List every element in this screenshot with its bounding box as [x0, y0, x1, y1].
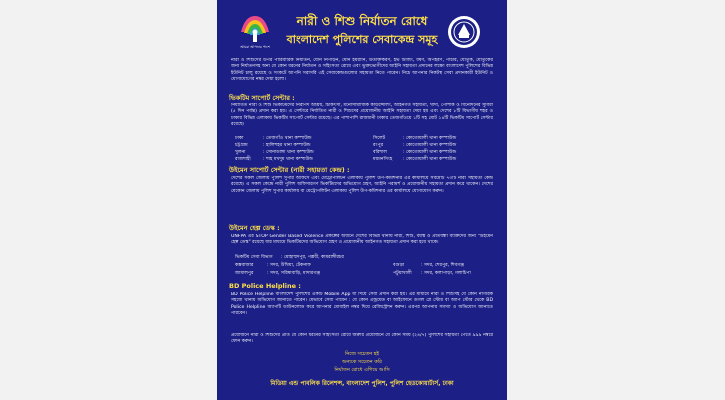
footer-organization: মিডিয়া এন্ড পাবলিক রিলেশন্স, বাংলাদেশ পুলিশ, পুলিশ হেডকোয়ার্টার্স, ঢাকা [270, 380, 454, 387]
section-help-desk-body: UNFPA এর STOP Gender Based Violence প্রকল্পের অধীনে দেশের বিভিন্ন থানায় নারী, শিশু, বয়স্ক ও প্রতিবন্ধী ব্যক্তিদের জন্য "উইমেন হেল্প ডেস্ক" রয়েছে যার মাধ্যমে ভিকটিমদের অভিযোগ গ্রহণ ও প্রয়োজনীয় আইনগত সহায়তা প্রদান করা হয়ে থাকে। [231, 234, 493, 246]
section-women-support-title: উইমেন সাপোর্ট সেন্টার (নারী সহায়তা কেন্দ্র) : [229, 166, 350, 174]
helpdesk-stations: : সদর, কলাপাড়া, গলাচিপা [421, 271, 471, 276]
center-row [235, 157, 313, 163]
helpdesk-stations: : সদর, উখিয়া, টেকনাফ [267, 263, 311, 268]
poster [217, 0, 507, 400]
helpdesk-row [235, 263, 311, 269]
center-location: : শাহ মখদুম থানা কম্পাউন্ড [263, 157, 313, 162]
intro-paragraph: নারী ও শিশুদের উপর পারিবারিক নির্যাতন, যৌন নিপীড়ন, যৌন হয়রানি, উত্যক্তকরণ, ইভ টিজিং, ধর্ষণ, অপহরণ, পাচার, যৌতুক, যৌতুকের জন্য নির্যাতনসহ অন্য যে কোন ধরনের নির্যাতন ও সহিংসতা রোধে এবং ভুক্তভোগীদের আইনি সহায়তা প্রদানের লক্ষ্যে বাংলাদেশ পুলিশের বিভিন্ন ইউনিট চালু রয়েছে ও সংকটে আপনি সরাসরি এই সেবাকেন্দ্রগুলোর সহায়তা নিতে পারেন। নিচে আপনার নিকটস্থ সেবা প্রদানকারী ইউনিট ও যোগাযোগের নম্বর দেয়া হলো। [231, 58, 493, 83]
section-police-helpline-title: BD Police Helpline : [229, 282, 301, 290]
center-row [235, 136, 312, 142]
campaign-logo [235, 12, 275, 54]
center-row [373, 143, 457, 149]
center-city: ঢাকা [235, 136, 244, 141]
helpdesk-district: কক্সবাজার [235, 263, 254, 268]
center-city: বরিশাল [373, 150, 387, 155]
center-city: চট্টগ্রাম [235, 143, 248, 148]
center-city: সিলেট [373, 136, 386, 141]
slogan-line: নির্যাতন রোধে এগিয়ে আসি [334, 367, 390, 373]
helpdesk-district: ভিকটিম সেবা বিভাগ [235, 255, 273, 260]
helpdesk-row [235, 255, 344, 261]
center-city: রাজশাহী [235, 157, 251, 162]
logo-caption: আমরা আপনার পাশে [240, 45, 270, 49]
section-women-support-body: দেশের সকল জেলায় পুলিশ সুপার অফিসে এবং মেট্রোপলিটন এলাকায় পুলিশ উপ-কমিশনার এর কার্যালয়ে সর্বমোট ৭৩টি নারী সহায়তা কেন্দ্র রয়েছে। এ সকল কেন্দ্রে নারী পুলিশ অফিসারগণ ভিকটিমদের অভিযোগ গ্রহণ, আইনি পরামর্শ ও প্রয়োজনীয় সহায়তা প্রদান করে থাকেন। দেশের যেকোন জেলায় পুলিশ সুপার কার্যালয় বা মেট্রোপলিটন এলাকায় পুলিশ উপ-কমিশনার এর কার্যালয়ে যোগাযোগ করুন। [231, 176, 493, 194]
poster-title: নারী ও শিশু নির্যাতন রোধে [296, 14, 428, 28]
center-row [235, 143, 311, 149]
center-location: : তেজগাঁও থানা কম্পাউন্ড [263, 136, 312, 141]
center-location: : কোতোয়ালী থানা কম্পাউন্ড [403, 143, 457, 148]
center-city: ময়মনসিংহ [373, 157, 393, 162]
emergency-note: প্রয়োজনে নারী ও শিশুদের প্রতি যে কোন ধরনের সহিংসতা রোধে জরুরি প্রয়োজনে যে কোন সময় (২৪/৭) পুলিশের সহায়তা পেতে ৯৯৯ নম্বরে ফোন করুন। [231, 333, 493, 345]
center-row [373, 150, 457, 156]
center-location: : কোতোয়ালী থানা কম্পাউন্ড [403, 157, 457, 162]
section-help-desk-title: উইমেন হেল্প ডেস্ক : [229, 224, 280, 232]
slogan-line: নিজে সচেতন হই [344, 351, 380, 357]
section-victim-support-title: ভিকটিম সাপোর্ট সেন্টার : [229, 94, 295, 102]
center-location: : হালিশহর থানা কম্পাউন্ড [263, 143, 311, 148]
police-emblem [446, 14, 482, 50]
helpdesk-stations: : মোহাম্মদপুর, পল্লবী, কামরাঙ্গীরচর [281, 255, 344, 260]
center-city: রংপুর [373, 143, 384, 148]
helpdesk-district: জামালপুর [235, 271, 254, 276]
police-badge-icon [446, 14, 482, 50]
helpdesk-row [393, 271, 471, 277]
helpdesk-stations: : সদর, শেরপুর, শিবগঞ্জ [421, 263, 465, 268]
section-victim-support-body: নির্যাতিত নারী ও শিশু ভিকটিমদের নিরাপদ আশ্রয়, চিকিৎসা, মনোসামাজিক কাউন্সেলিং, আইনগত সহায়তা, খাদ্য, পোশাক ও বিনোদনের সুবিধা (৫ দিন পর্যন্ত) প্রদান করা হয়। এ সেন্টারে নির্যাতিত নারী ও শিশুদের প্রয়োজনীয় আইনি সহায়তা দেয়া হয় এবং দেশের ৮টি বিভাগীয় শহর ও ঢাকার বিভিন্ন এলাকায় ভিকটিম সাপোর্ট সেন্টার রয়েছে। এর পাশাপাশি রাজধানী ঢাকার তেজগাঁওয়ে ১টি সহ মোট ১৪টি ভিকটিম সাপোর্ট সেন্টার রয়েছে। [231, 103, 493, 128]
center-row [373, 157, 457, 163]
center-location: : সোনাডাঙ্গা থানা কম্পাউন্ড [263, 150, 314, 155]
helpdesk-row [393, 263, 465, 269]
helpdesk-stations: : সদর, সরিষাবাড়ি, মাদারগঞ্জ [267, 271, 321, 276]
helpdesk-district: বগুড়া [393, 263, 405, 268]
center-city: খুলনা [235, 150, 246, 155]
section-police-helpline-body: BD Police Helpline বাংলাদেশ পুলিশের একটি Mobile App যা দিয়ে সেবা প্রদান করা হয়। এর মাধ্যমে নারী ও শিশুসহ যে কোন নাগরিক সহজে থানায় অভিযোগ জানাতে পারেন। যেভাবে সেবা পাবেন : যে কোন এন্ড্রয়েড বা আইফোনে গুগল প্লে স্টোর বা অ্যাপ স্টোর থেকে BD Police Helpline অ্যাপটি ডাউনলোড করে আপনার মোবাইল নম্বর দিয়ে রেজিস্ট্রেশন করুন। এরপর আপনার সমস্যা ও অভিযোগ জানাতে পারবেন। [231, 292, 493, 317]
helpdesk-district: পটুয়াখালী [393, 271, 412, 276]
center-location: : কোতোয়ালী থানা কম্পাউন্ড [403, 136, 457, 141]
center-row [373, 136, 457, 142]
poster-subtitle: বাংলাদেশ পুলিশের সেবাকেন্দ্র সমূহ [286, 33, 438, 46]
helpdesk-row [235, 271, 321, 277]
center-row [235, 150, 314, 156]
center-location: : কোতোয়ালী থানা কম্পাউন্ড [403, 150, 457, 155]
slogan-line: অন্যকে সচেতন করি [342, 359, 382, 365]
